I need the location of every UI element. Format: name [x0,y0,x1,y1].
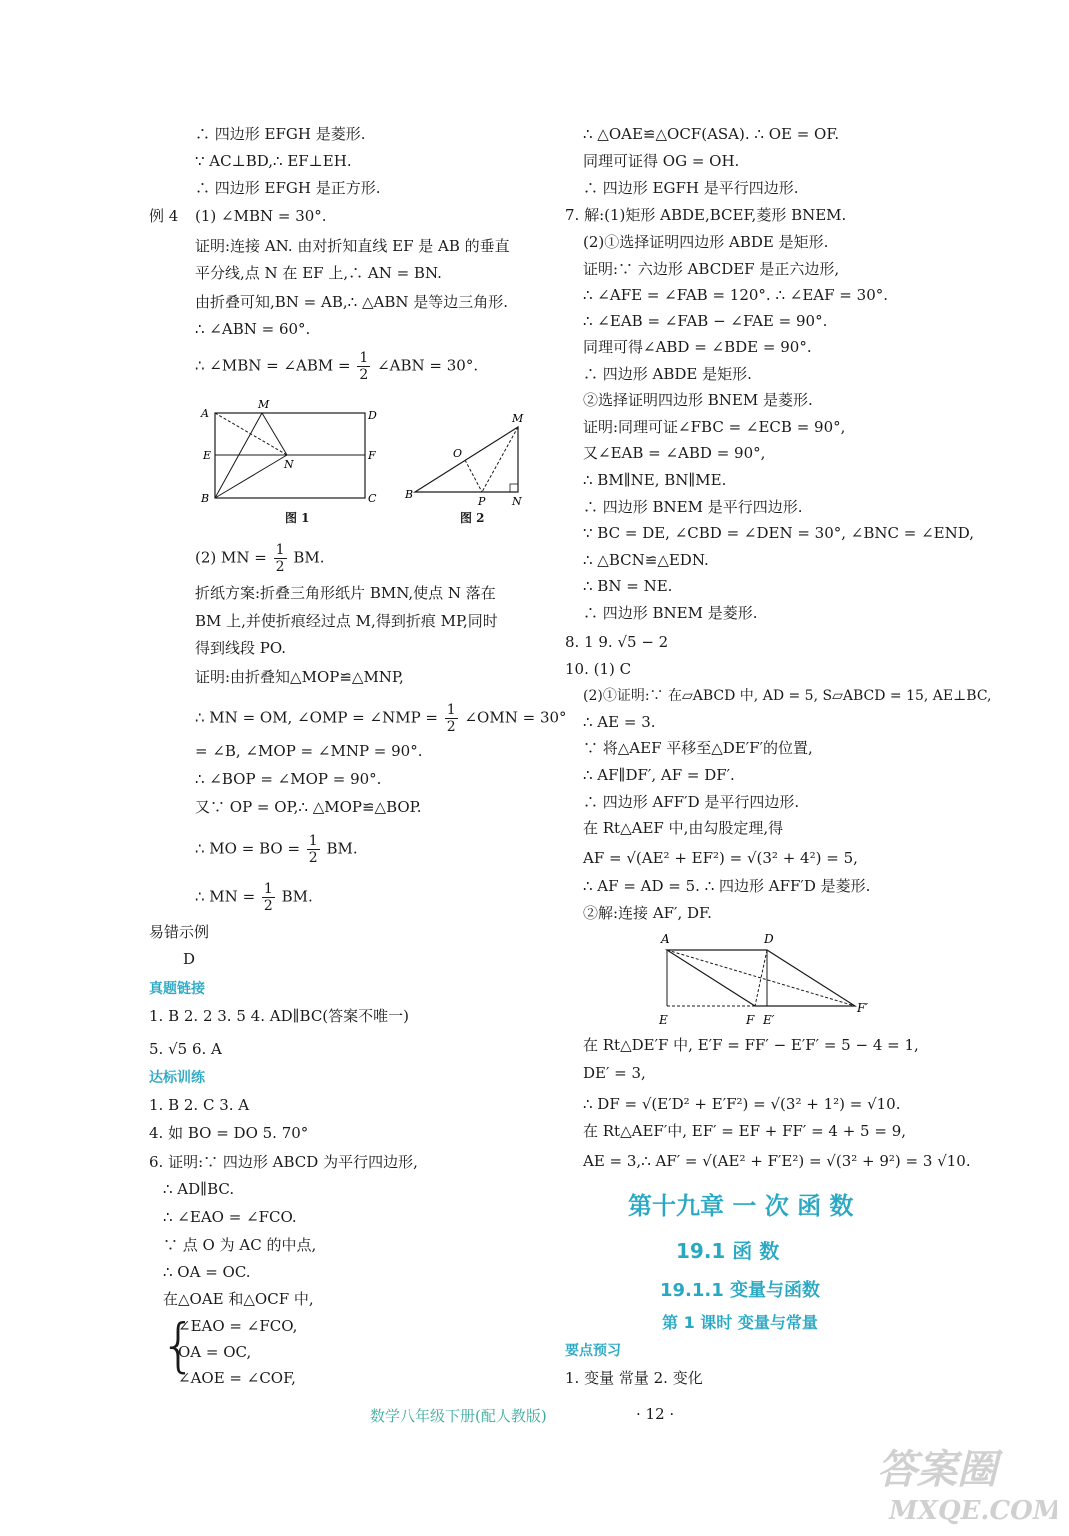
text-line: ∴ ∠AFE = ∠FAB = 120°. ∴ ∠EAF = 30°. [583,286,889,304]
subsection-title: 19.1.1 变量与函数 [660,1280,821,1301]
text-line: ②选择证明四边形 BNEM 是菱形. [583,391,813,409]
text-line: ∴ 四边形 EGFH 是平行四边形. [583,179,799,197]
text-line: (2)①选择证明四边形 ABDE 是矩形. [583,233,829,251]
text-line: 1. 变量 常量 2. 变化 [565,1369,703,1387]
svg-text:D: D [764,932,774,946]
text-line: ∴ ∠EAO = ∠FCO. [163,1208,297,1226]
figure-3 [655,928,875,1028]
svg-text:C: C [368,492,377,505]
watermark-line1: 答案圈 [877,1446,997,1493]
text-line: ∴ ∠EAB = ∠FAB − ∠FAE = 90°. [583,312,828,330]
text-line: ∴ AF∥DF′, AF = DF′. [583,766,735,784]
footer-book-title: 数学八年级下册(配人教版) [370,1407,547,1425]
text-line: (2)①证明:∵ 在▱ABCD 中, AD = 5, S▱ABCD = 15, AE⊥BC, [583,688,992,704]
watermark-logo [867,1433,1057,1528]
text-line: 7. 解:(1)矩形 ABDE,BCEF,菱形 BNEM. [565,206,847,224]
text-line: ②解:连接 AF′, DF. [583,904,712,922]
formula-line: (2) MN = $\frac{1}{2}$ BM. [195,542,325,575]
svg-text:B: B [405,488,414,501]
formula-line: ∴ MN = OM, ∠OMP = ∠NMP = $\frac{1}{2}$ ∠OMN = 30° [195,702,567,735]
svg-text:F′: F′ [857,1001,869,1015]
svg-text:E′: E′ [763,1013,775,1027]
chapter-title: 第十九章 一 次 函 数 [628,1192,854,1220]
text-line: ∴ AD∥BC. [163,1180,235,1198]
svg-text:N: N [512,495,522,508]
section-title: 19.1 函 数 [676,1239,780,1263]
svg-text:A: A [661,932,670,946]
text-line: ∠AOE = ∠COF, [178,1369,296,1387]
svg-text:E: E [203,449,212,462]
text-line: 10. (1) C [565,660,632,678]
text-line: ∵ BC = DE, ∠CBD = ∠DEN = 30°, ∠BNC = ∠END, [583,524,975,542]
text-line: 5. √5 6. A [149,1040,222,1058]
page-number: · 12 · [636,1405,675,1423]
text-line: ∵ 将△AEF 平移至△DE′F′的位置, [583,739,813,757]
figure-1 [195,395,385,525]
brace-icon: { [160,1311,197,1379]
text-line: 证明:连接 AN. 由对折知直线 EF 是 AB 的垂直 [195,237,510,255]
text-line: = ∠B, ∠MOP = ∠MNP = 90°. [195,742,423,760]
text-line: 同理可证得 OG = OH. [583,152,740,170]
section-label: 真题链接 [149,981,205,997]
formula-line: ∴ ∠MBN = ∠ABM = $\frac{1}{2}$ ∠ABN = 30°. [195,350,479,383]
text-line: 1. B 2. C 3. A [149,1096,250,1114]
text-line: AF = √(AE² + EF²) = √(3² + 4²) = 5, [583,849,858,867]
text-line: OA = OC, [178,1343,252,1361]
text-line: BM 上,并使折痕经过点 M,得到折痕 MP,同时 [195,612,498,630]
text-line: ∴ ∠BOP = ∠MOP = 90°. [195,770,382,788]
formula-line: ∴ MO = BO = $\frac{1}{2}$ BM. [195,833,358,866]
section-label: 达标训练 [149,1070,205,1086]
text-line: ∴ 四边形 BNEM 是平行四边形. [583,498,803,516]
text-line: 证明:∵ 六边形 ABCDEF 是正六边形, [583,260,840,278]
text-line: ∴ 四边形 BNEM 是菱形. [583,604,758,622]
text-line: 又∠EAB = ∠ABD = 90°, [583,444,766,462]
text-line: 在 Rt△AEF′中, EF′ = EF + FF′ = 4 + 5 = 9, [583,1122,907,1140]
text-line: 证明:同理可证∠FBC = ∠ECB = 90°, [583,418,846,436]
formula-line: ∴ MN = $\frac{1}{2}$ BM. [195,881,313,914]
text-line: 6. 证明:∵ 四边形 ABCD 为平行四边形, [149,1153,418,1171]
svg-text:O: O [453,447,463,460]
text-line: ∴ AF = AD = 5. ∴ 四边形 AFF′D 是菱形. [583,877,871,895]
text-line: 又∵ OP = OP,∴ △MOP≌△BOP. [195,798,422,816]
text-line: ∴ OA = OC. [163,1263,251,1281]
svg-text:D: D [368,409,377,422]
text-line: ∴ 四边形 EFGH 是正方形. [195,179,381,197]
text-line: 平分线,点 N 在 EF 上,∴ AN = BN. [195,264,442,282]
fraction: $\frac{1}{2}$ [359,350,369,383]
watermark-line2: MXQE.COM [889,1496,1057,1526]
text-line: ∵ 点 O 为 AC 的中点, [163,1236,317,1254]
svg-text:F: F [368,449,376,462]
text-line: ∴ AE = 3. [583,713,656,731]
fraction: $\frac{1}{2}$ [308,833,318,866]
text-line: 证明:由折叠知△MOP≌△MNP, [195,668,404,686]
example-label: 例 4 [149,207,179,225]
text-line: ∴ DF = √(E′D² + E′F²) = √(3² + 1²) = √10. [583,1095,901,1113]
text-line: ∴ △BCN≌△EDN. [583,551,709,569]
text-line: ∠EAO = ∠FCO, [178,1317,298,1335]
text-line: 由折叠可知,BN = AB,∴ △ABN 是等边三角形. [195,293,509,311]
text-line: 4. 如 BO = DO 5. 70° [149,1124,309,1142]
svg-text:F: F [746,1013,755,1027]
text-line: 折纸方案:折叠三角形纸片 BMN,使点 N 落在 [195,584,496,602]
text-line: 8. 1 9. √5 − 2 [565,633,669,651]
text-line: 在△OAE 和△OCF 中, [163,1290,314,1308]
text-line: (1) ∠MBN = 30°. [195,207,327,225]
text-line: ∴ BN = NE. [583,577,673,595]
text-line: ∴ 四边形 AFF′D 是平行四边形. [583,793,800,811]
text-line: DE′ = 3, [583,1064,646,1082]
fraction: $\frac{1}{2}$ [446,702,456,735]
figure-caption: 图 2 [460,511,485,525]
text-line: ∴ BM∥NE, BN∥ME. [583,471,727,489]
fraction: $\frac{1}{2}$ [263,881,273,914]
svg-text:M: M [512,412,524,425]
text-line: ∵ AC⊥BD,∴ EF⊥EH. [195,152,352,170]
section-label: 要点预习 [565,1343,621,1359]
svg-text:A: A [201,407,209,420]
figure-2 [400,405,535,510]
svg-text:B: B [201,492,210,505]
lesson-title: 第 1 课时 变量与常量 [662,1313,818,1332]
text-line: AE = 3,∴ AF′ = √(AE² + F′E²) = √(3² + 9²) = 3 √10. [583,1152,971,1170]
svg-text:E: E [659,1013,668,1027]
text-line: 得到线段 PO. [195,639,287,657]
svg-text:N: N [284,458,294,471]
text-line: D [183,950,196,968]
text-line: 1. B 2. 2 3. 5 4. AD∥BC(答案不唯一) [149,1007,410,1025]
svg-text:M: M [258,398,270,411]
fraction: $\frac{1}{2}$ [275,542,285,575]
svg-text:P: P [478,495,486,508]
text-line: 同理可得∠ABD = ∠BDE = 90°. [583,338,812,356]
text-line: ∴ ∠ABN = 60°. [195,320,311,338]
text-line: ∴ △OAE≌△OCF(ASA). ∴ OE = OF. [583,125,840,143]
section-label: 易错示例 [149,923,210,941]
figure-caption: 图 1 [285,511,310,525]
text-line: ∴ 四边形 EFGH 是菱形. [195,125,366,143]
text-line: 在 Rt△AEF 中,由勾股定理,得 [583,819,784,837]
text-line: 在 Rt△DE′F 中, E′F = FF′ − E′F′ = 5 − 4 = 1, [583,1036,919,1054]
text-line: ∴ 四边形 ABDE 是矩形. [583,365,752,383]
